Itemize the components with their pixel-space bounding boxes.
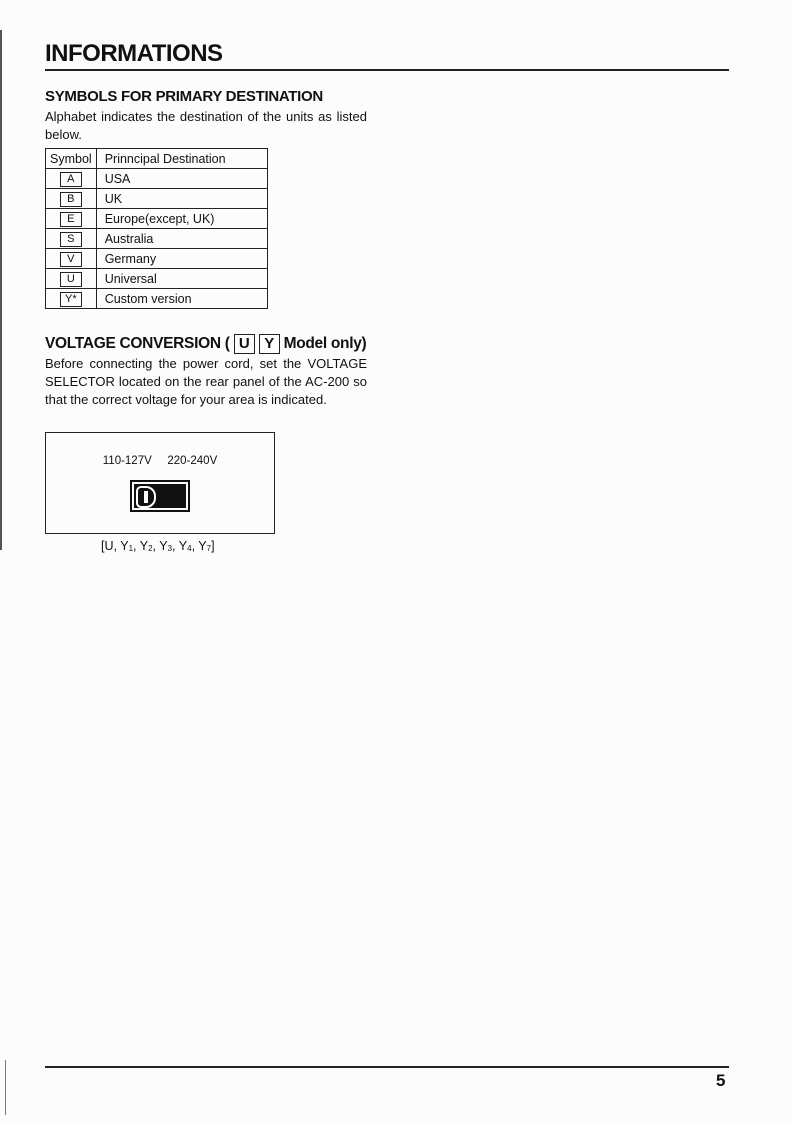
scan-edge-bottom-left <box>5 1060 6 1115</box>
symbol-box: E <box>60 212 82 227</box>
table-row <box>46 189 268 209</box>
header-symbol: Symbol <box>46 149 97 169</box>
destination-cell: UK <box>96 189 267 209</box>
switch-knob-icon <box>136 486 156 508</box>
model-box-y: Y <box>259 334 280 354</box>
table-row <box>46 289 268 309</box>
destination-table <box>45 148 268 309</box>
voltage-heading <box>45 334 366 354</box>
voltage-selector-figure <box>45 432 275 534</box>
table-row <box>46 229 268 249</box>
symbols-intro: Alphabet indicates the destination of the units as listed below. <box>45 109 367 142</box>
page-number: 5 <box>716 1071 726 1090</box>
voltage-heading-prefix: VOLTAGE CONVERSION ( <box>45 335 230 352</box>
destination-cell: Custom version <box>96 289 267 309</box>
voltage-label-low: 110-127V <box>102 455 152 467</box>
destination-cell: Germany <box>96 249 267 269</box>
page-title: INFORMATIONS <box>45 40 223 67</box>
voltage-selector-switch-icon <box>130 480 190 512</box>
destination-cell: Universal <box>96 269 267 289</box>
table-row <box>46 209 268 229</box>
destination-cell: Australia <box>96 229 267 249</box>
table-row <box>46 249 268 269</box>
voltage-body: Before connecting the power cord, set the VOLTAGE SELECTOR located on the rear panel of the AC-200 so that the correct voltage for your area is indicated. <box>45 356 367 407</box>
symbols-heading: SYMBOLS FOR PRIMARY DESTINATION <box>45 88 323 105</box>
symbol-box: B <box>60 192 82 207</box>
destination-cell: USA <box>96 169 267 189</box>
table-row <box>46 169 268 189</box>
scan-edge-left <box>0 30 2 550</box>
voltage-label-high: 220-240V <box>167 455 218 467</box>
symbol-box: S <box>60 232 82 247</box>
table-row <box>46 269 268 289</box>
title-rule <box>45 69 729 71</box>
symbol-box: A <box>60 172 82 187</box>
symbol-box: V <box>60 252 82 267</box>
figure-caption: [U, $Y_1$, $Y_2$, $Y_3$, $Y_4$, $Y_7$] <box>101 539 215 553</box>
symbol-box: Y* <box>60 292 82 307</box>
voltage-labels <box>46 455 274 467</box>
model-box-u: U <box>234 334 255 354</box>
voltage-heading-suffix: Model only) <box>283 335 367 352</box>
destination-cell: Europe(except, UK) <box>96 209 267 229</box>
symbol-box: U <box>60 272 82 287</box>
footer-rule <box>45 1066 729 1068</box>
header-destination: Prinncipal Destination <box>96 149 267 169</box>
table-header-row <box>46 149 268 169</box>
